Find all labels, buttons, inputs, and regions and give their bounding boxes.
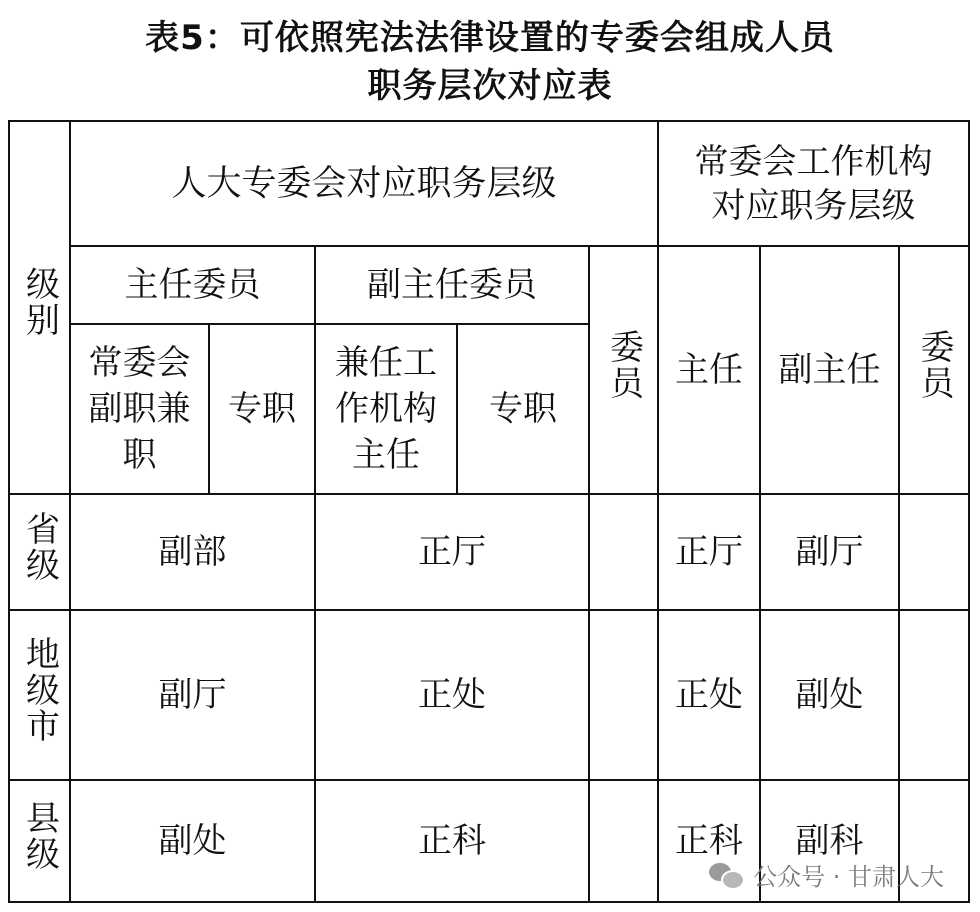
- deputy-director-member-rank: 正科: [315, 780, 589, 902]
- director-header: 主任: [658, 246, 760, 494]
- table-row: [9, 494, 969, 610]
- npc-group-header: 人大专委会对应职务层级: [70, 121, 658, 246]
- concurrent-deputy-cell: [70, 324, 209, 494]
- level-cell: [9, 610, 70, 780]
- full-time-header-1: 专职: [209, 324, 315, 494]
- table-row: [9, 610, 969, 780]
- director-rank: 正厅: [658, 494, 760, 610]
- level-label: 省级: [19, 510, 60, 583]
- director-member-rank: 副处: [70, 780, 315, 902]
- table-title-line2: 职务层次对应表: [367, 66, 613, 106]
- member2-rank: [899, 494, 969, 610]
- standing-group-label: 常委会工作机构对应职务层级: [694, 141, 933, 226]
- deputy-director-rank: 副科: [760, 780, 899, 902]
- director-member-rank: 副厅: [70, 610, 315, 780]
- watermark-text: 公众号 · 甘肃人大: [753, 863, 944, 891]
- member-rank: [589, 610, 658, 780]
- standing-group-header: [658, 121, 969, 246]
- level-label: 县级: [19, 799, 60, 872]
- deputy-director-header: 副主任: [760, 246, 899, 494]
- concurrent-deputy-header: 常委会副职兼职: [88, 343, 191, 475]
- level-header: 级别: [19, 266, 60, 338]
- member-header-cell: [589, 246, 658, 494]
- member2-rank: [899, 610, 969, 780]
- level-cell: [9, 494, 70, 610]
- table-title-line1: 表5：可依照宪法法律设置的专委会组成人员: [145, 18, 835, 58]
- deputy-director-member-header: 副主任委员: [315, 246, 589, 324]
- member2-header-cell: [899, 246, 969, 494]
- level-label: 地级市: [19, 635, 60, 744]
- wechat-icon: [709, 861, 743, 889]
- level-cell: [9, 780, 70, 902]
- member-rank: [589, 494, 658, 610]
- rank-table: [8, 120, 970, 903]
- member2-header: 委员: [914, 328, 954, 401]
- watermark: [709, 857, 944, 892]
- director-member-rank: 副部: [70, 494, 315, 610]
- concurrent-head-header: 兼任工作机构主任: [335, 343, 437, 475]
- deputy-director-member-rank: 正处: [315, 610, 589, 780]
- deputy-director-rank: 副厅: [760, 494, 899, 610]
- director-rank: 正处: [658, 610, 760, 780]
- deputy-director-member-rank: 正厅: [315, 494, 589, 610]
- director-member-header: 主任委员: [70, 246, 315, 324]
- full-time-header-2: 专职: [457, 324, 589, 494]
- director-rank: 正科: [658, 780, 760, 902]
- member-rank: [589, 780, 658, 902]
- level-header-cell: [9, 121, 70, 494]
- member-header: 委员: [603, 328, 644, 401]
- concurrent-head-cell: [315, 324, 457, 494]
- deputy-director-rank: 副处: [760, 610, 899, 780]
